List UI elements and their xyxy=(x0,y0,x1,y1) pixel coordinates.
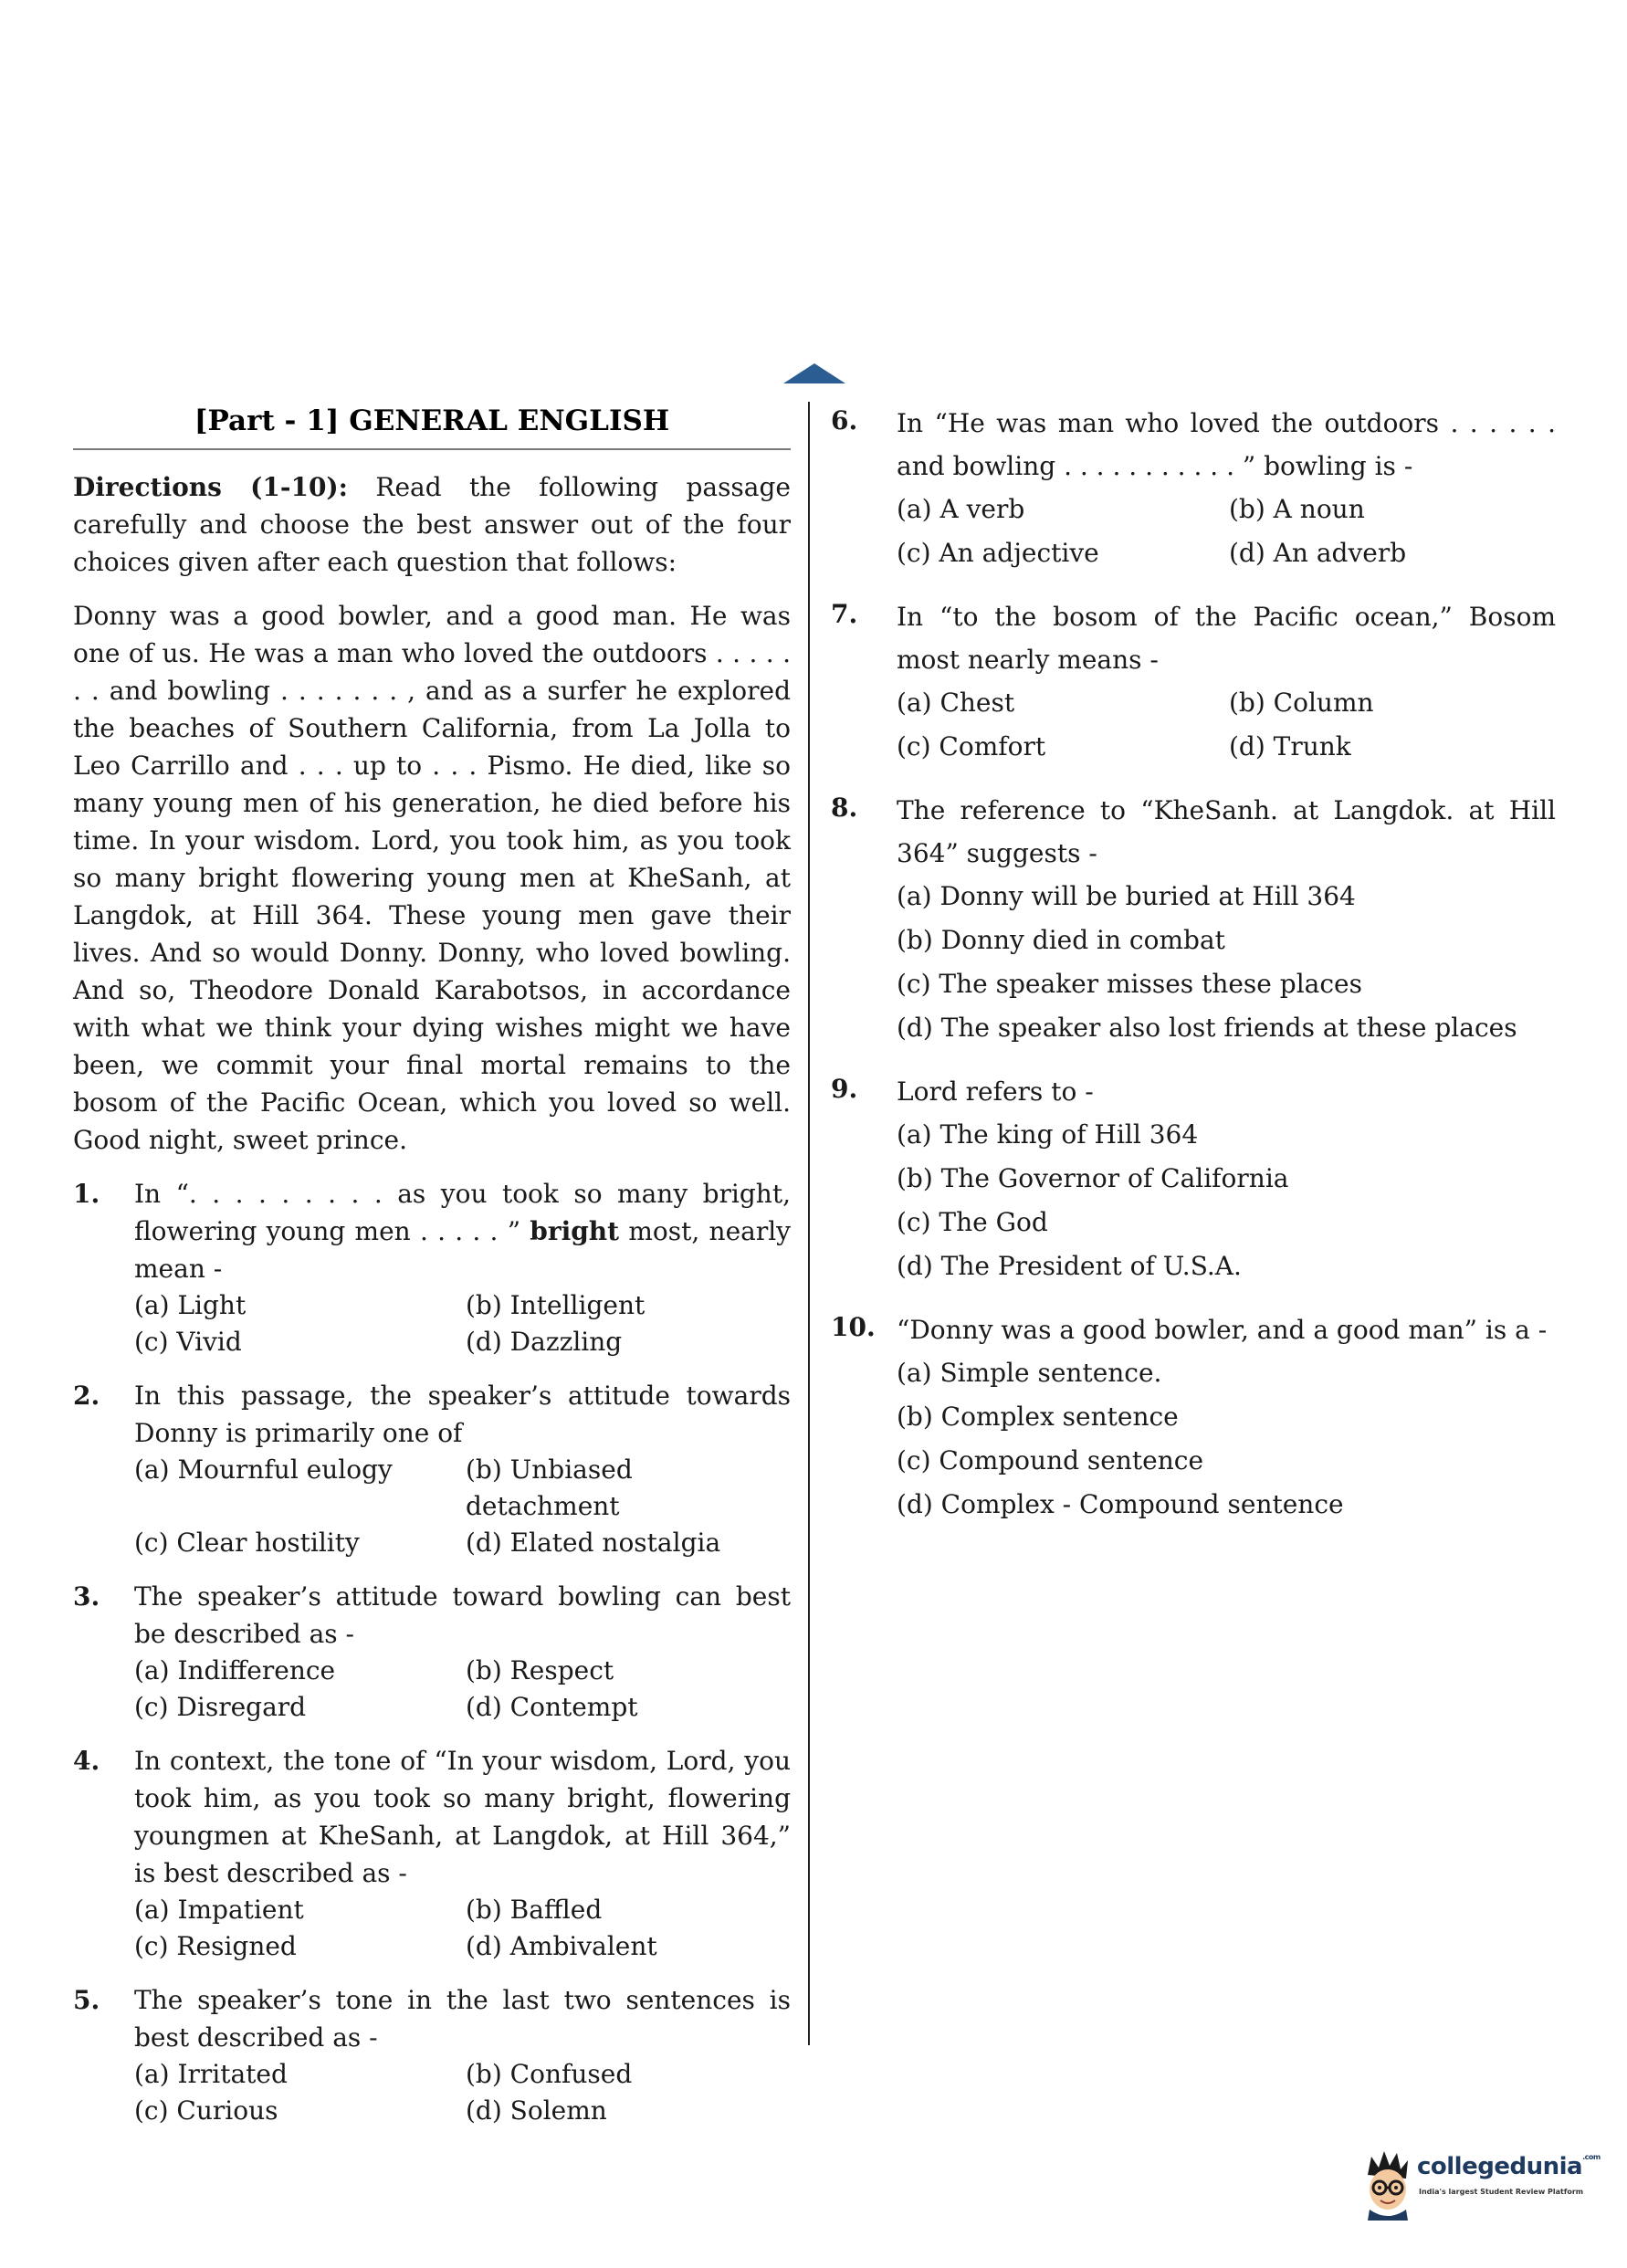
option-b: (b) Respect xyxy=(466,1655,614,1685)
mascot-icon xyxy=(1360,2147,1415,2221)
question-text: The reference to “KheSanh. at Langdok. at Hill 364” suggests - xyxy=(897,795,1556,868)
question-number: 7. xyxy=(831,599,858,629)
options xyxy=(897,681,1556,769)
directions-text: Read the following passage carefully and choose the best answer out of the four choices given after each question that follows: xyxy=(73,472,791,577)
option-d: (d) Complex - Compound sentence xyxy=(897,1489,1344,1519)
question-text: In “He was man who loved the outdoors . . . . . . and bowling . . . . . . . . . . . ” bowling is - xyxy=(897,408,1556,481)
options xyxy=(134,1892,791,1965)
option-a: (a) Simple sentence. xyxy=(897,1358,1162,1388)
question-number: 10. xyxy=(831,1312,876,1342)
option-d: (d) The President of U.S.A. xyxy=(897,1251,1242,1281)
option-a: (a) Irritated xyxy=(134,2059,288,2089)
option-d: (d) Ambivalent xyxy=(466,1931,657,1961)
option-a: (a) Impatient xyxy=(134,1895,304,1925)
option-c: (c) Clear hostility xyxy=(134,1528,360,1558)
question-number: 3. xyxy=(73,1581,100,1612)
question-6 xyxy=(831,402,1556,575)
question-text: In “. . . . . . . . . as you took so many bright, flowering young men . . . . . ” bright most, nearly mean - xyxy=(134,1179,791,1284)
option-d: (d) Trunk xyxy=(1229,731,1351,761)
question-text: The speaker’s tone in the last two sentences is best described as - xyxy=(134,1985,791,2053)
question-7 xyxy=(831,595,1556,769)
option-a: (a) Light xyxy=(134,1290,247,1320)
options xyxy=(134,1653,791,1726)
question-8 xyxy=(831,789,1556,1050)
question-2 xyxy=(73,1377,791,1561)
option-d: (d) The speaker also lost friends at these places xyxy=(897,1013,1517,1043)
question-text: In context, the tone of “In your wisdom, Lord, you took him, as you took so many bright, flowering youngmen at KheSanh, at Langdok, at Hill 364,” is best described as - xyxy=(134,1746,791,1888)
option-b: (b) Unbiased detachment xyxy=(466,1454,633,1521)
options xyxy=(134,1287,791,1360)
option-a: (a) A verb xyxy=(897,494,1025,524)
question-9 xyxy=(831,1070,1556,1288)
question-number: 5. xyxy=(73,1985,100,2015)
question-3 xyxy=(73,1578,791,1726)
question-text: Lord refers to - xyxy=(897,1076,1094,1107)
question-text: In this passage, the speaker’s attitude towards Donny is primarily one of xyxy=(134,1381,791,1448)
question-text: The speaker’s attitude toward bowling can best be described as - xyxy=(134,1581,791,1649)
page-marker-icon xyxy=(783,363,845,383)
question-4 xyxy=(73,1742,791,1965)
question-10 xyxy=(831,1308,1556,1527)
option-a: (a) Mournful eulogy xyxy=(134,1454,393,1485)
option-d: (d) Elated nostalgia xyxy=(466,1528,721,1558)
options xyxy=(134,2056,791,2129)
question-number: 9. xyxy=(831,1074,858,1104)
option-c: (c) Comfort xyxy=(897,731,1046,761)
collegedunia-logo[interactable] xyxy=(1360,2147,1601,2230)
option-c: (c) Curious xyxy=(134,2095,278,2126)
options xyxy=(134,1452,791,1561)
option-c: (c) An adjective xyxy=(897,538,1099,568)
column-divider xyxy=(808,402,810,2045)
question-number: 4. xyxy=(73,1746,100,1776)
option-b: (b) A noun xyxy=(1229,494,1365,524)
option-c: (c) Compound sentence xyxy=(897,1445,1204,1475)
section-heading: [Part - 1] GENERAL ENGLISH xyxy=(194,404,670,437)
option-d: (d) Dazzling xyxy=(466,1327,623,1357)
option-a: (a) Indifference xyxy=(134,1655,336,1685)
question-1 xyxy=(73,1175,791,1360)
option-c: (c) Disregard xyxy=(134,1692,307,1722)
question-number: 2. xyxy=(73,1381,100,1411)
option-a: (a) The king of Hill 364 xyxy=(897,1119,1199,1150)
option-c: (c) Resigned xyxy=(134,1931,297,1961)
option-b: (b) Confused xyxy=(466,2059,633,2089)
options xyxy=(897,875,1556,1050)
question-number: 8. xyxy=(831,793,858,823)
directions xyxy=(73,468,791,581)
option-b: (b) Donny died in combat xyxy=(897,925,1225,955)
options xyxy=(897,488,1556,575)
question-text: “Donny was a good bowler, and a good man” is a - xyxy=(897,1315,1548,1345)
question-number: 6. xyxy=(831,405,858,436)
option-d: (d) Solemn xyxy=(466,2095,607,2126)
question-text: In “to the bosom of the Pacific ocean,” Bosom most nearly means - xyxy=(897,602,1556,675)
left-column xyxy=(73,402,791,2146)
option-c: (c) The God xyxy=(897,1207,1048,1237)
option-c: (c) The speaker misses these places xyxy=(897,969,1362,999)
option-d: (d) Contempt xyxy=(466,1692,638,1722)
option-b: (b) The Governor of California xyxy=(897,1163,1289,1193)
logo-tagline: India's largest Student Review Platform xyxy=(1419,2188,1584,2196)
passage: Donny was a good bowler, and a good man. He was one of us. He was a man who loved the outdoors . . . . . . . and bowling . . . . . . . , and as a surfer he explored the beaches of Southern California, from La Jolla to Leo Carrillo and . . . up to . . . Pismo. He died, like so many young men of his generation, he died before his time. In your wisdom. Lord, you took him, as you took so many bright flowering young men at KheSanh, at Langdok, at Hill 364. These young men gave their lives. And so would Donny. Donny, who loved bowling. And so, Theodore Donald Karabotsos, in accordance with what we think your dying wishes might we have been, we commit your final mortal remains to the bosom of the Pacific Ocean, which you loved so well. Good night, sweet prince. xyxy=(73,601,791,1155)
option-b: (b) Intelligent xyxy=(466,1290,646,1320)
directions-label: Directions (1-10): xyxy=(73,472,349,502)
option-c: (c) Vivid xyxy=(134,1327,242,1357)
question-number: 1. xyxy=(73,1179,100,1209)
options xyxy=(897,1113,1556,1288)
options xyxy=(897,1351,1556,1527)
option-a: (a) Chest xyxy=(897,688,1015,718)
option-a: (a) Donny will be buried at Hill 364 xyxy=(897,881,1356,911)
option-d: (d) An adverb xyxy=(1229,538,1407,568)
option-b: (b) Baffled xyxy=(466,1895,603,1925)
right-column xyxy=(831,402,1556,1547)
option-b: (b) Complex sentence xyxy=(897,1402,1179,1432)
heading-rule xyxy=(73,448,791,450)
logo-wordmark: collegedunia$^{.com}$ xyxy=(1417,2153,1601,2180)
option-b: (b) Column xyxy=(1229,688,1374,718)
question-5 xyxy=(73,1981,791,2129)
